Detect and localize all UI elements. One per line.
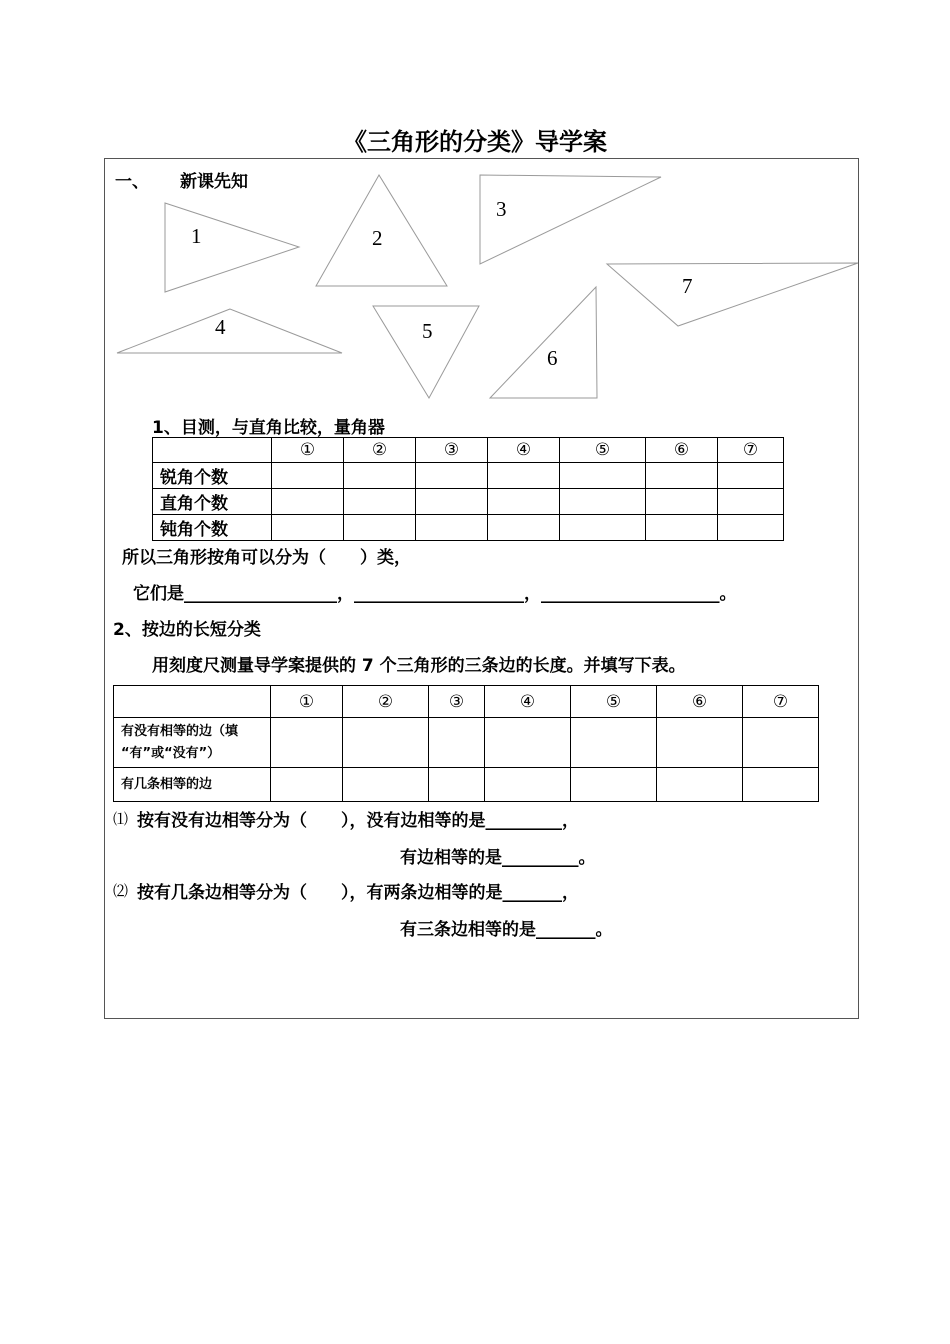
column-header: ⑤ — [560, 438, 646, 463]
triangle-label-2: 2 — [372, 226, 383, 250]
part2-heading: 2、按边的长短分类 — [113, 620, 261, 640]
answer-cell[interactable] — [488, 463, 560, 489]
side-table — [113, 685, 819, 802]
table-row — [114, 768, 819, 802]
triangle-3 — [480, 175, 661, 264]
column-header: ① — [272, 438, 344, 463]
column-header: ⑥ — [657, 686, 743, 718]
answer-cell[interactable] — [646, 489, 718, 515]
column-header: ⑦ — [718, 438, 784, 463]
answer-cell[interactable] — [646, 515, 718, 541]
question-2-line-a: 按有几条边相等分为（ ），有两条边相等的是_______， — [137, 883, 579, 903]
answer-cell[interactable] — [571, 768, 657, 802]
table-row — [153, 463, 784, 489]
row-label: 直角个数 — [153, 489, 272, 515]
column-header: ① — [271, 686, 343, 718]
triangle-label-7: 7 — [682, 274, 693, 298]
answer-cell[interactable] — [485, 718, 571, 768]
answer-cell[interactable] — [485, 768, 571, 802]
row-label: 有没有相等的边（填 “有”或“没有”） — [114, 718, 271, 768]
answer-cell[interactable] — [271, 768, 343, 802]
answer-cell[interactable] — [343, 718, 429, 768]
column-header: ⑥ — [646, 438, 718, 463]
answer-cell[interactable] — [657, 768, 743, 802]
answer-cell[interactable] — [560, 515, 646, 541]
column-header: ② — [344, 438, 416, 463]
column-header: ④ — [485, 686, 571, 718]
row-label: 钝角个数 — [153, 515, 272, 541]
answer-cell[interactable] — [718, 463, 784, 489]
triangle-4 — [117, 309, 342, 353]
answer-cell[interactable] — [718, 515, 784, 541]
answer-cell[interactable] — [272, 463, 344, 489]
answer-cell[interactable] — [429, 768, 485, 802]
answer-cell[interactable] — [646, 463, 718, 489]
table-header-row — [153, 438, 784, 463]
triangle-label-5: 5 — [422, 319, 433, 343]
answer-cell[interactable] — [344, 463, 416, 489]
column-header: ④ — [488, 438, 560, 463]
triangle-6 — [490, 287, 597, 398]
triangle-1 — [165, 203, 299, 292]
table-row — [153, 489, 784, 515]
table-row — [114, 718, 819, 768]
question-marker-1: ⑴ — [113, 810, 129, 828]
question-2-line-b: 有三条边相等的是_______。 — [400, 920, 613, 940]
column-header: ③ — [416, 438, 488, 463]
answer-cell[interactable] — [271, 718, 343, 768]
answer-cell[interactable] — [718, 489, 784, 515]
part1-heading: 1、目测，与直角比较，量角器 — [152, 418, 385, 438]
answer-cell[interactable] — [488, 489, 560, 515]
section-number: 一、 — [115, 172, 149, 192]
answer-cell[interactable] — [429, 718, 485, 768]
answer-cell[interactable] — [571, 718, 657, 768]
column-header: ⑦ — [743, 686, 819, 718]
column-header: ⑤ — [571, 686, 657, 718]
triangle-7 — [607, 263, 858, 326]
question-marker-2: ⑵ — [113, 882, 129, 900]
table-header-row — [114, 686, 819, 718]
answer-cell[interactable] — [657, 718, 743, 768]
row-label: 有几条相等的边 — [114, 768, 271, 802]
answer-cell[interactable] — [272, 515, 344, 541]
answer-cell[interactable] — [560, 463, 646, 489]
triangle-label-1: 1 — [191, 224, 202, 248]
triangle-label-3: 3 — [496, 197, 507, 221]
table-row — [153, 515, 784, 541]
question-1-line-b: 有边相等的是_________。 — [400, 848, 596, 868]
column-header: ② — [343, 686, 429, 718]
part2-instruction: 用刻度尺测量导学案提供的 7 个三角形的三条边的长度。并填写下表。 — [152, 656, 686, 676]
triangle-label-6: 6 — [547, 346, 558, 370]
row-label: 锐角个数 — [153, 463, 272, 489]
angle-classification-question: 所以三角形按角可以分为（ ）类， — [122, 548, 411, 568]
triangle-figures — [0, 0, 950, 420]
answer-cell[interactable] — [416, 463, 488, 489]
answer-cell[interactable] — [416, 515, 488, 541]
page-title: 《三角形的分类》导学案 — [343, 128, 607, 156]
angle-count-table — [152, 437, 784, 541]
angle-classification-blanks: 它们是__________________，____________________，_____________________。 — [133, 584, 737, 604]
question-1-line-a: 按有没有边相等分为（ ），没有边相等的是_________， — [137, 811, 579, 831]
answer-cell[interactable] — [743, 768, 819, 802]
section-heading: 新课先知 — [180, 172, 248, 192]
triangle-label-4: 4 — [215, 315, 226, 339]
answer-cell[interactable] — [344, 515, 416, 541]
answer-cell[interactable] — [488, 515, 560, 541]
answer-cell[interactable] — [344, 489, 416, 515]
answer-cell[interactable] — [416, 489, 488, 515]
answer-cell[interactable] — [272, 489, 344, 515]
answer-cell[interactable] — [343, 768, 429, 802]
answer-cell[interactable] — [560, 489, 646, 515]
answer-cell[interactable] — [743, 718, 819, 768]
column-header: ③ — [429, 686, 485, 718]
